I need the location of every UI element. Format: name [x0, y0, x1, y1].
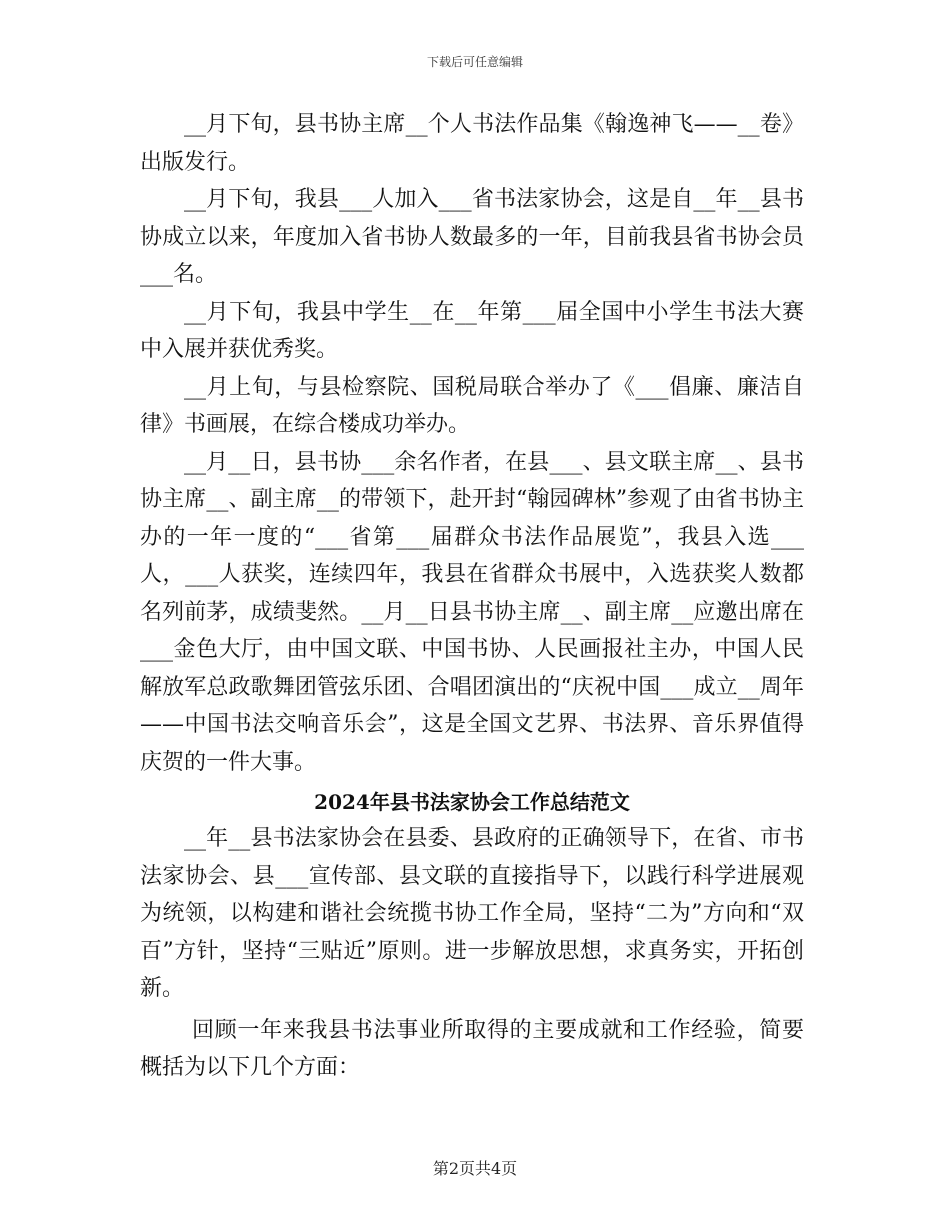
section-paragraph-1: __年__县书法家协会在县委、县政府的正确领导下，在省、市书法家协会、县___宣传部、县文联的直接指导下，以践行科学进展观为统领，以构建和谐社会统揽书协工作全局，坚持“二为”方向和“双百”方针，坚持“三贴近”原则。进一步解放思想，求真务实，开拓创新。 — [140, 826, 804, 1001]
paragraph-4: __月上旬，与县检察院、国税局联合举办了《___倡廉、廉洁自律》书画展，在综合楼成功举办。 — [140, 374, 804, 437]
page-header-note: 下载后可任意编辑 — [426, 55, 523, 69]
paragraph-3: __月下旬，我县中学生__在__年第___届全国中小学生书法大赛中入展并获优秀奖。 — [140, 299, 804, 362]
section-title: 2024年县书法家协会工作总结范文 — [314, 790, 630, 814]
document-body — [140, 106, 804, 1087]
page-footer: 第2页共4页 — [432, 1159, 518, 1178]
paragraph-1: __月下旬，县书协主席__个人书法作品集《翰逸神飞——__卷》出版发行。 — [140, 112, 804, 175]
paragraph-2: __月下旬，我县___人加入___省书法家协会，这是自__年__县书协成立以来，年度加入省书协人数最多的一年，目前我县省书协会员___名。 — [140, 187, 804, 287]
paragraph-5: __月__日，县书协___余名作者，在县___、县文联主席__、县书协主席__、副主席__的带领下，赴开封“翰园碑林”参观了由省书协主办的一年一度的“___省第___届群众书法作品展览”，我县入选___人，___人获奖，连续四年，我县在省群众书展中，入选获奖人数都名列前茅，成绩斐然。__月__日县书协主席__、副主席__应邀出席在___金色大厅，由中国文联、中国书协、人民画报社主办，中国人民解放军总政歌舞团管弦乐团、合唱团演出的“庆祝中国___成立__周年——中国书法交响音乐会”，这是全国文艺界、书法界、音乐界值得庆贺的一件大事。 — [140, 449, 804, 775]
section-paragraph-2: 回顾一年来我县书法事业所取得的主要成就和工作经验，简要概括为以下几个方面： — [140, 1017, 804, 1080]
